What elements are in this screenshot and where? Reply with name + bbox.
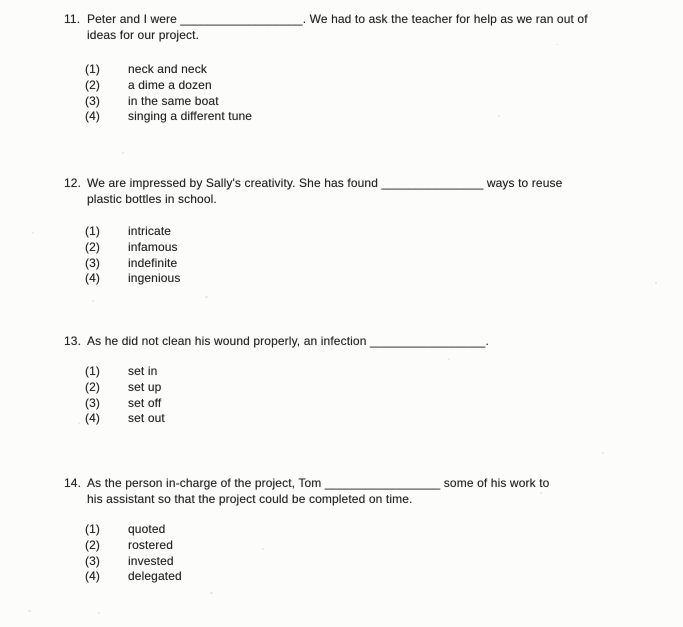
option-text: ingenious <box>128 271 181 286</box>
option-row <box>85 380 667 396</box>
option-row <box>85 411 667 427</box>
question-14 <box>64 475 667 507</box>
option-text: intricate <box>128 224 172 238</box>
option-row <box>85 538 667 554</box>
question-number: 12. <box>64 176 82 190</box>
option-label: (1) <box>85 62 101 76</box>
option-text: delegated <box>128 569 182 584</box>
scan-speck <box>32 232 34 234</box>
option-row <box>85 240 667 256</box>
scan-speck <box>602 452 604 454</box>
option-label: (4) <box>85 569 101 584</box>
option-label: (2) <box>85 379 101 394</box>
scan-speck <box>78 422 80 424</box>
option-text: infamous <box>128 239 178 254</box>
option-text: in the same boat <box>128 93 219 108</box>
option-row <box>85 569 667 585</box>
scan-speck <box>318 16 320 18</box>
question-text-line: As he did not clean his wound properly, an infection _________________. <box>87 334 489 348</box>
question-number: 11. <box>64 12 81 26</box>
scan-speck <box>210 592 213 594</box>
option-text: quoted <box>128 522 166 536</box>
option-text: set out <box>128 411 165 426</box>
option-label: (3) <box>85 255 101 270</box>
option-text: a dime a dozen <box>128 77 212 92</box>
option-row <box>85 78 667 94</box>
question-number: 14. <box>64 476 82 490</box>
scan-speck <box>28 610 31 612</box>
scan-speck <box>122 152 124 154</box>
question-text-line: ideas for our project. <box>87 28 200 42</box>
option-label: (2) <box>85 537 101 552</box>
option-label: (4) <box>85 411 101 426</box>
option-row <box>85 109 667 125</box>
question-text-line: Peter and I were __________________. We had to ask the teacher for help as we ran out of <box>87 12 588 26</box>
option-text: set up <box>128 379 162 394</box>
option-row <box>85 62 667 78</box>
option-text: set in <box>128 364 158 378</box>
option-row <box>85 364 667 380</box>
scan-speck <box>98 612 100 614</box>
option-row <box>85 224 667 240</box>
scan-speck <box>262 548 264 550</box>
option-label: (4) <box>85 109 101 124</box>
option-text: indefinite <box>128 255 178 270</box>
option-row <box>85 271 667 287</box>
question-11 <box>64 11 667 43</box>
scan-speck <box>205 296 208 298</box>
option-label: (2) <box>85 239 101 254</box>
question-14-options <box>85 522 667 585</box>
scan-speck <box>92 300 94 302</box>
scan-speck <box>448 358 450 360</box>
question-text-line: We are impressed by Sally's creativity. She has found _______________ ways to reuse <box>87 176 563 190</box>
option-label: (4) <box>85 271 101 286</box>
question-11-options <box>85 62 667 125</box>
option-label: (1) <box>85 522 101 536</box>
question-13 <box>64 333 667 349</box>
option-text: set off <box>128 395 162 410</box>
option-label: (3) <box>85 395 101 410</box>
option-text: neck and neck <box>128 62 207 76</box>
option-label: (1) <box>85 364 101 378</box>
question-text-line: plastic bottles in school. <box>87 192 217 206</box>
question-text-line: his assistant so that the project could be completed on time. <box>87 492 413 506</box>
option-row <box>85 554 667 570</box>
scan-speck <box>498 115 500 117</box>
scan-speck <box>655 282 657 284</box>
option-label: (2) <box>85 77 101 92</box>
option-text: rostered <box>128 537 173 552</box>
option-text: singing a different tune <box>128 109 253 124</box>
option-row <box>85 396 667 412</box>
question-text-line: As the person in-charge of the project, Tom _________________ some of his work to <box>87 476 550 490</box>
option-text: invested <box>128 553 174 568</box>
option-label: (3) <box>85 553 101 568</box>
option-label: (3) <box>85 93 101 108</box>
question-number: 13. <box>64 334 82 348</box>
option-row <box>85 522 667 538</box>
option-label: (1) <box>85 224 101 238</box>
question-12 <box>64 175 667 207</box>
option-row <box>85 94 667 110</box>
scan-speck <box>556 44 558 45</box>
scan-speck <box>540 492 542 494</box>
question-13-options <box>85 364 667 427</box>
option-row <box>85 256 667 272</box>
question-12-options <box>85 224 667 287</box>
